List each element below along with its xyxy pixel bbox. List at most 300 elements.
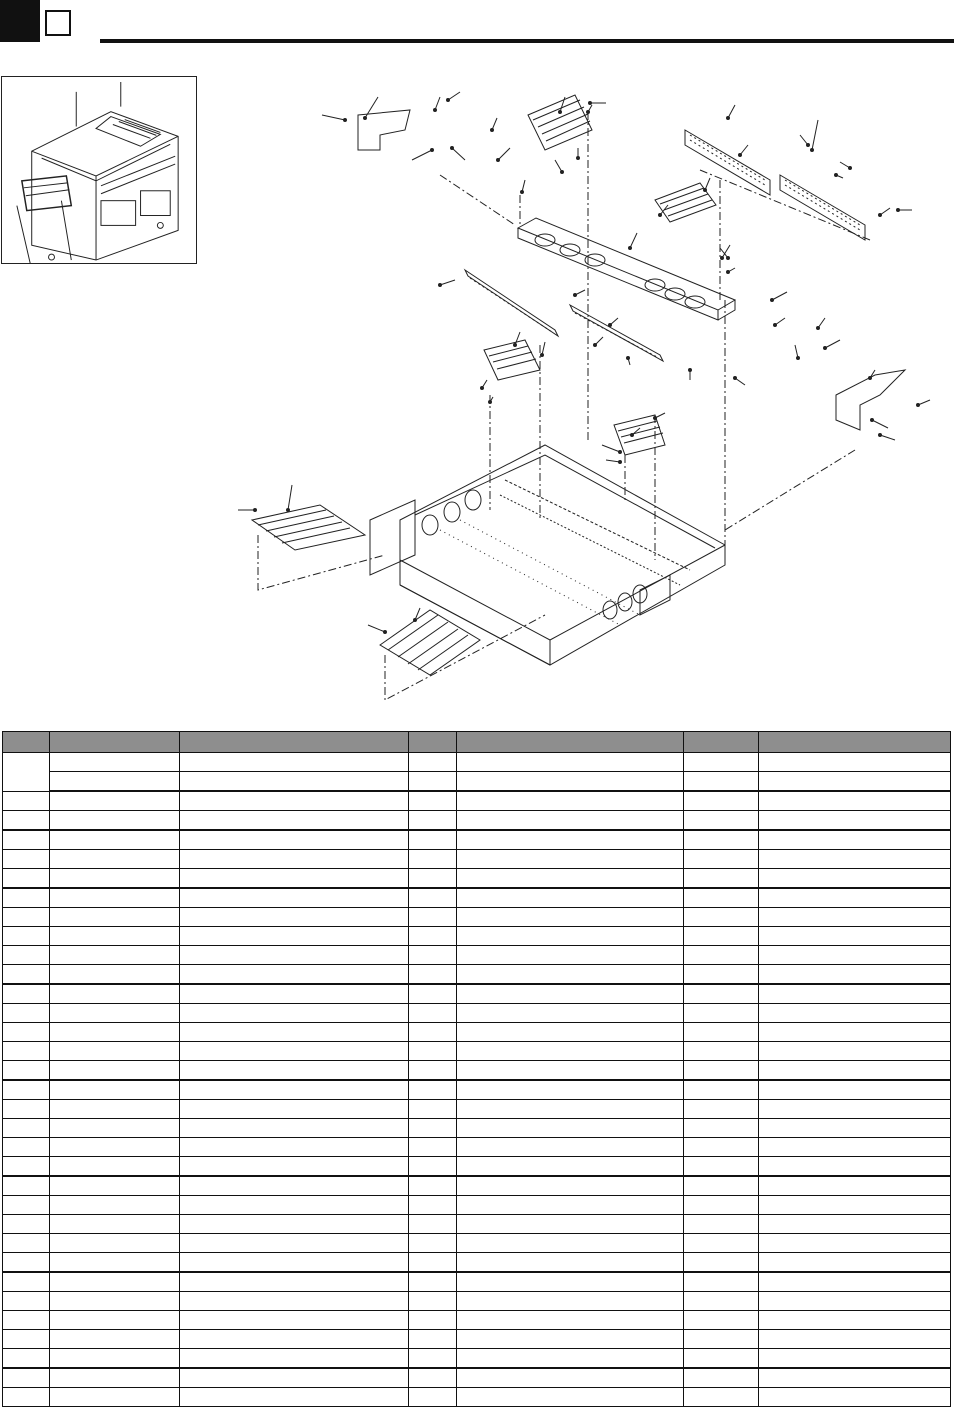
- table-cell: [457, 965, 684, 985]
- table-cell: [180, 1349, 409, 1369]
- table-cell: [409, 1311, 457, 1330]
- table-cell: [684, 1234, 759, 1253]
- table-cell: [180, 1196, 409, 1215]
- callout-dot: [797, 357, 800, 360]
- table-cell: [50, 1368, 180, 1388]
- table-cell: [409, 811, 457, 831]
- table-cell: [50, 965, 180, 985]
- table-cell: [409, 772, 457, 792]
- table-cell: [759, 791, 951, 811]
- left-roller-bar: [465, 270, 558, 336]
- callout-dot: [627, 357, 630, 360]
- callout-leader: [880, 435, 895, 440]
- callout-dot: [654, 417, 657, 420]
- table-cell: [409, 1196, 457, 1215]
- callout-dot: [727, 271, 730, 274]
- table-row: [3, 1234, 951, 1253]
- table-cell: [684, 830, 759, 850]
- table-cell: [409, 1253, 457, 1273]
- table-cell: [409, 1349, 457, 1369]
- table-cell: [3, 927, 50, 946]
- grid-tray-small: [614, 415, 665, 455]
- table-cell: [180, 1388, 409, 1407]
- table-cell: [50, 946, 180, 965]
- table-cell: [180, 1004, 409, 1023]
- callout-dot: [344, 119, 347, 122]
- table-cell: [180, 1368, 409, 1388]
- table-cell: [50, 1138, 180, 1157]
- table-cell: [759, 1061, 951, 1081]
- table-row: [3, 1272, 951, 1292]
- callout-dot: [721, 257, 724, 260]
- col-header: [409, 732, 457, 753]
- table-cell: [759, 1215, 951, 1234]
- table-cell: [50, 1080, 180, 1100]
- table-cell: [684, 1004, 759, 1023]
- table-cell: [180, 753, 409, 772]
- table-cell: [50, 1100, 180, 1119]
- table-cell: [684, 1100, 759, 1119]
- table-cell: [457, 1311, 684, 1330]
- callout-dot: [849, 167, 852, 170]
- table-cell: [759, 1272, 951, 1292]
- table-row: [3, 1253, 951, 1273]
- table-cell: [759, 908, 951, 927]
- table-row: [3, 1292, 951, 1311]
- table-row: [3, 772, 951, 792]
- table-cell: [180, 1042, 409, 1061]
- table-cell: [3, 946, 50, 965]
- table-cell: [759, 984, 951, 1004]
- table-cell: [3, 1042, 50, 1061]
- table-row: [3, 1388, 951, 1407]
- exploded-assembly-diagram: [200, 80, 954, 710]
- table-cell: [457, 1272, 684, 1292]
- callout-dot: [489, 401, 492, 404]
- table-row: [3, 965, 951, 985]
- table-cell: [457, 1196, 684, 1215]
- table-cell: [180, 1234, 409, 1253]
- callout-dot: [521, 191, 524, 194]
- table-cell: [409, 1119, 457, 1138]
- header-rule: [100, 39, 954, 43]
- callout-dot: [807, 144, 810, 147]
- table-cell: [180, 1061, 409, 1081]
- callout-dot: [594, 344, 597, 347]
- table-cell: [180, 772, 409, 792]
- callout-leader: [498, 148, 510, 160]
- table-cell: [457, 811, 684, 831]
- callout-leader: [542, 342, 545, 355]
- table-cell: [409, 927, 457, 946]
- table-cell: [684, 888, 759, 908]
- table-cell: [3, 1388, 50, 1407]
- table-cell: [50, 908, 180, 927]
- table-cell: [457, 927, 684, 946]
- callout-dot: [439, 284, 442, 287]
- table-row: [3, 1100, 951, 1119]
- callout-leader: [772, 292, 787, 300]
- table-cell: [684, 772, 759, 792]
- callout-dot: [364, 117, 367, 120]
- table-cell: [684, 1157, 759, 1177]
- table-cell: [759, 850, 951, 869]
- table-cell: [409, 1157, 457, 1177]
- table-cell: [759, 1157, 951, 1177]
- table-cell: [684, 1368, 759, 1388]
- callout-dot: [917, 404, 920, 407]
- table-row: [3, 869, 951, 889]
- table-row: [3, 1196, 951, 1215]
- table-cell: [457, 830, 684, 850]
- table-row: [3, 1368, 951, 1388]
- table-cell: [50, 830, 180, 850]
- callout-dot: [879, 214, 882, 217]
- callout-leader: [435, 97, 440, 110]
- table-cell: [759, 1349, 951, 1369]
- table-cell: [684, 1061, 759, 1081]
- table-cell: [759, 1004, 951, 1023]
- table-cell: [684, 1215, 759, 1234]
- callout-leader: [602, 445, 620, 452]
- table-cell: [759, 830, 951, 850]
- grid-tray-left: [484, 340, 540, 380]
- callout-dot: [574, 294, 577, 297]
- table-cell: [3, 830, 50, 850]
- table-cell: [50, 1272, 180, 1292]
- table-cell: [3, 1215, 50, 1234]
- table-cell: [3, 811, 50, 831]
- table-cell: [684, 1119, 759, 1138]
- table-cell: [409, 908, 457, 927]
- table-cell: [3, 1176, 50, 1196]
- table-row: [3, 1080, 951, 1100]
- callout-dot: [811, 149, 814, 152]
- table-cell: [180, 791, 409, 811]
- table-row: [3, 791, 951, 811]
- table-cell: [50, 984, 180, 1004]
- table-cell: [457, 753, 684, 772]
- table-cell: [3, 869, 50, 889]
- table-cell: [180, 927, 409, 946]
- callout-dot: [727, 257, 730, 260]
- table-cell: [759, 1138, 951, 1157]
- machine-overview-inset: [1, 76, 197, 264]
- table-cell: [3, 965, 50, 985]
- table-cell: [50, 791, 180, 811]
- callout-dot: [659, 214, 662, 217]
- table-cell: [3, 1004, 50, 1023]
- table-cell: [180, 888, 409, 908]
- table-cell: [180, 1253, 409, 1273]
- subsection-box: [45, 10, 71, 36]
- table-cell: [409, 869, 457, 889]
- table-cell: [684, 1272, 759, 1292]
- callout-leader: [452, 148, 465, 160]
- table-cell: [684, 1292, 759, 1311]
- callout-dot: [871, 419, 874, 422]
- lower-tray-left: [252, 505, 365, 550]
- callout-dot: [434, 109, 437, 112]
- table-cell: [50, 1061, 180, 1081]
- table-row: [3, 1023, 951, 1042]
- table-cell: [759, 811, 951, 831]
- table-cell: [3, 850, 50, 869]
- callout-dot: [491, 129, 494, 132]
- table-cell: [457, 888, 684, 908]
- table-cell: [3, 908, 50, 927]
- table-row: [3, 888, 951, 908]
- table-cell: [457, 1138, 684, 1157]
- table-row: [3, 1311, 951, 1330]
- table-cell: [409, 1272, 457, 1292]
- table-cell: [759, 1023, 951, 1042]
- callout-dot: [589, 102, 592, 105]
- table-cell: [684, 1138, 759, 1157]
- callout-dot: [587, 111, 590, 114]
- table-row: [3, 946, 951, 965]
- callout-leader: [812, 120, 818, 150]
- table-cell: [180, 830, 409, 850]
- table-cell: [759, 1080, 951, 1100]
- col-header: [759, 732, 951, 753]
- callout-dot: [431, 149, 434, 152]
- callout-dot: [254, 509, 257, 512]
- callout-dot: [414, 619, 417, 622]
- callout-leader: [555, 160, 562, 172]
- table-cell: [50, 1176, 180, 1196]
- table-cell: [409, 1042, 457, 1061]
- callout-dot: [771, 299, 774, 302]
- table-cell: [50, 753, 180, 772]
- callout-dot: [774, 324, 777, 327]
- table-cell: [3, 1157, 50, 1177]
- table-cell: [684, 927, 759, 946]
- table-cell: [457, 1176, 684, 1196]
- table-cell: [50, 772, 180, 792]
- callout-dot: [629, 247, 632, 250]
- table-cell: [457, 1234, 684, 1253]
- table-cell: [3, 984, 50, 1004]
- table-cell: [50, 1234, 180, 1253]
- callout-leaders: [238, 92, 930, 634]
- table-cell: [50, 1215, 180, 1234]
- table-cell: [3, 791, 50, 811]
- table-cell: [3, 1119, 50, 1138]
- callout-leader: [795, 345, 798, 358]
- table-row: [3, 850, 951, 869]
- assembly-lines: [258, 112, 870, 700]
- table-cell: [180, 1176, 409, 1196]
- callout-dot: [451, 147, 454, 150]
- table-cell: [684, 1080, 759, 1100]
- table-cell: [3, 1311, 50, 1330]
- table-cell: [50, 1253, 180, 1273]
- callout-leader: [606, 460, 620, 462]
- table-cell: [409, 830, 457, 850]
- table-cell: [50, 1311, 180, 1330]
- parts-table: [2, 731, 951, 1407]
- table-cell: [457, 1215, 684, 1234]
- callout-dot: [727, 117, 730, 120]
- table-cell: [457, 1004, 684, 1023]
- table-cell: [759, 1119, 951, 1138]
- table-cell: [759, 946, 951, 965]
- table-cell: [3, 1349, 50, 1369]
- table-cell: [759, 1196, 951, 1215]
- table-cell: [684, 984, 759, 1004]
- table-cell: [409, 791, 457, 811]
- table-cell: [180, 965, 409, 985]
- callout-leader: [560, 97, 565, 112]
- right-rail-lower: [780, 175, 865, 240]
- table-cell: [180, 946, 409, 965]
- table-cell: [409, 965, 457, 985]
- table-row: [3, 1004, 951, 1023]
- callout-leader: [728, 105, 735, 118]
- table-cell: [759, 1234, 951, 1253]
- table-cell: [457, 1023, 684, 1042]
- grid-tray-middle: [655, 183, 716, 222]
- table-cell: [180, 1138, 409, 1157]
- table-cell: [759, 888, 951, 908]
- callout-dot: [619, 461, 622, 464]
- callout-dot: [577, 157, 580, 160]
- table-cell: [684, 1042, 759, 1061]
- table-cell: [457, 1292, 684, 1311]
- table-cell: [3, 1196, 50, 1215]
- table-row: [3, 1042, 951, 1061]
- callout-dot: [447, 99, 450, 102]
- grid-tray-top: [528, 95, 592, 150]
- machine-overview-icon: [2, 77, 196, 263]
- table-row: [3, 1119, 951, 1138]
- table-cell: [684, 1176, 759, 1196]
- table-cell: [759, 965, 951, 985]
- table-cell: [457, 1368, 684, 1388]
- table-cell: [759, 1100, 951, 1119]
- table-cell: [50, 1119, 180, 1138]
- table-row: [3, 908, 951, 927]
- callout-dot: [541, 354, 544, 357]
- table-cell: [759, 1330, 951, 1349]
- callout-dot: [689, 369, 692, 372]
- table-cell: [409, 1368, 457, 1388]
- table-cell: [457, 1330, 684, 1349]
- table-cell: [409, 1234, 457, 1253]
- table-cell: [3, 753, 50, 792]
- table-cell: [457, 850, 684, 869]
- table-cell: [409, 1292, 457, 1311]
- table-cell: [684, 1311, 759, 1330]
- section-tab: [0, 0, 40, 42]
- table-cell: [457, 1349, 684, 1369]
- callout-dot: [497, 159, 500, 162]
- table-cell: [684, 1330, 759, 1349]
- callout-leader: [365, 97, 378, 118]
- table-cell: [759, 927, 951, 946]
- callout-dot: [619, 451, 622, 454]
- callout-dot: [879, 434, 882, 437]
- callout-dot: [384, 631, 387, 634]
- table-cell: [457, 1042, 684, 1061]
- table-cell: [684, 791, 759, 811]
- top-frame-beam: [518, 218, 735, 320]
- table-cell: [180, 1311, 409, 1330]
- table-cell: [409, 1176, 457, 1196]
- callout-dot: [481, 387, 484, 390]
- callout-dot: [734, 377, 737, 380]
- table-cell: [759, 1292, 951, 1311]
- callout-dot: [897, 209, 900, 212]
- table-row: [3, 811, 951, 831]
- table-cell: [684, 1023, 759, 1042]
- table-cell: [759, 753, 951, 772]
- col-header: [50, 732, 180, 753]
- table-cell: [684, 1388, 759, 1407]
- table-cell: [684, 1253, 759, 1273]
- table-cell: [457, 1157, 684, 1177]
- table-cell: [50, 1004, 180, 1023]
- callout-leader: [440, 280, 455, 285]
- table-cell: [180, 869, 409, 889]
- callout-dot: [869, 377, 872, 380]
- table-cell: [409, 850, 457, 869]
- table-cell: [457, 908, 684, 927]
- table-row: [3, 1349, 951, 1369]
- table-cell: [759, 1311, 951, 1330]
- table-cell: [50, 1023, 180, 1042]
- table-cell: [759, 772, 951, 792]
- callout-leader: [630, 233, 637, 248]
- col-header: [457, 732, 684, 753]
- table-cell: [3, 1234, 50, 1253]
- table-cell: [457, 869, 684, 889]
- table-cell: [3, 1292, 50, 1311]
- table-cell: [457, 1388, 684, 1407]
- table-cell: [409, 1215, 457, 1234]
- callout-dot: [559, 111, 562, 114]
- table-cell: [684, 946, 759, 965]
- table-cell: [180, 1215, 409, 1234]
- table-cell: [50, 1157, 180, 1177]
- table-cell: [50, 927, 180, 946]
- table-cell: [457, 791, 684, 811]
- table-cell: [457, 984, 684, 1004]
- col-header: [3, 732, 50, 753]
- table-row: [3, 1215, 951, 1234]
- right-rail-upper: [685, 130, 770, 195]
- table-cell: [409, 1061, 457, 1081]
- table-cell: [457, 1100, 684, 1119]
- table-cell: [50, 1042, 180, 1061]
- table-cell: [3, 1061, 50, 1081]
- callout-leader: [368, 625, 385, 632]
- table-cell: [3, 1023, 50, 1042]
- table-cell: [180, 850, 409, 869]
- table-cell: [50, 811, 180, 831]
- table-cell: [409, 1330, 457, 1349]
- table-cell: [3, 1100, 50, 1119]
- callout-dot: [287, 509, 290, 512]
- table-cell: [409, 1138, 457, 1157]
- table-cell: [409, 1388, 457, 1407]
- table-cell: [457, 1119, 684, 1138]
- table-row: [3, 1061, 951, 1081]
- table-cell: [180, 1100, 409, 1119]
- table-cell: [3, 1138, 50, 1157]
- table-cell: [409, 1023, 457, 1042]
